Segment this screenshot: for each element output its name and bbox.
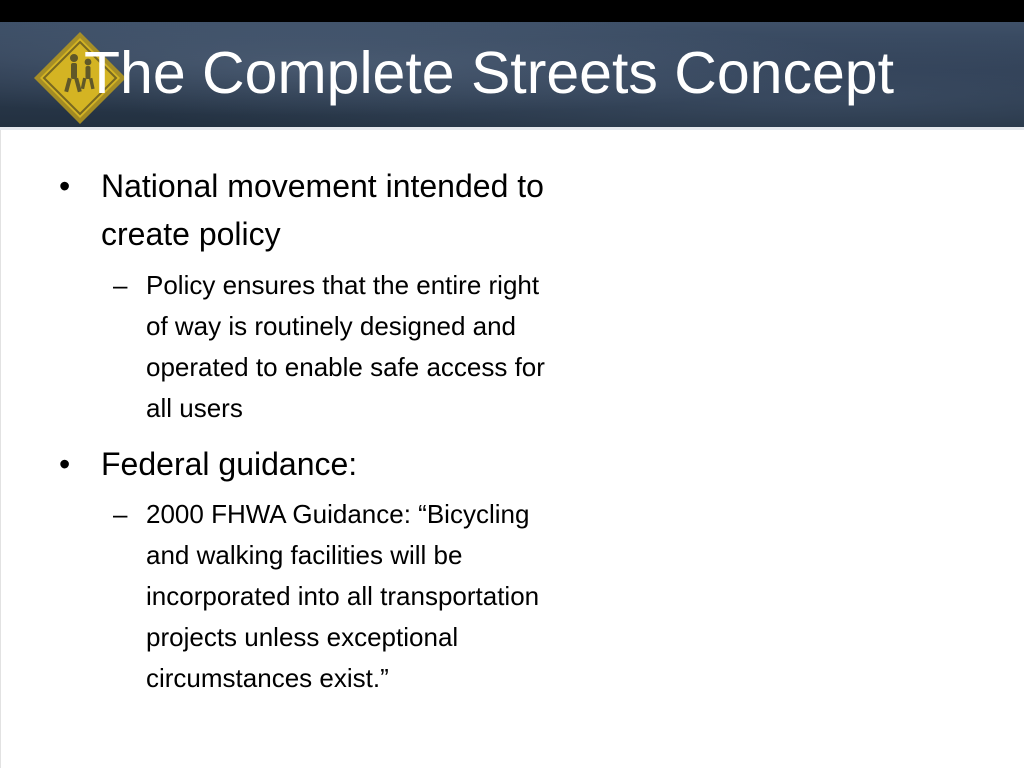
sub-bullet-policy xyxy=(113,265,596,429)
bullet-text-line: create policy xyxy=(101,216,281,252)
sub-bullet-text-line: 2000 FHWA Guidance: “Bicycling xyxy=(146,499,530,529)
bullet-text-line: National movement intended to xyxy=(101,168,544,204)
sub-bullet-text-line: incorporated into all transportation xyxy=(146,581,540,611)
slide-title: The Complete Streets Concept xyxy=(84,40,895,106)
sub-bullet-text-line: of way is routinely designed and xyxy=(146,311,517,341)
bullet-item-federal-guidance xyxy=(59,440,601,488)
dash-icon: – xyxy=(113,270,128,300)
sub-bullet-text-line: all users xyxy=(146,393,243,423)
sub-bullet-fhwa-guidance xyxy=(113,494,596,699)
slide-body xyxy=(0,130,1024,768)
bullet-item-national-movement xyxy=(59,162,601,258)
bullet-text-line: Federal guidance: xyxy=(101,446,358,482)
sub-bullet-text-line: Policy ensures that the entire right xyxy=(146,270,540,300)
sub-bullet-text-line: circumstances exist.” xyxy=(146,663,389,693)
dash-icon: – xyxy=(113,499,128,529)
sub-bullet-text-line: operated to enable safe access for xyxy=(146,352,545,382)
bullet-icon: • xyxy=(59,168,71,204)
sub-bullet-text-line: and walking facilities will be xyxy=(146,540,463,570)
top-black-band xyxy=(0,0,1024,22)
bullet-icon: • xyxy=(59,446,71,482)
slide-header xyxy=(0,22,1024,130)
sub-bullet-text-line: projects unless exceptional xyxy=(146,622,459,652)
